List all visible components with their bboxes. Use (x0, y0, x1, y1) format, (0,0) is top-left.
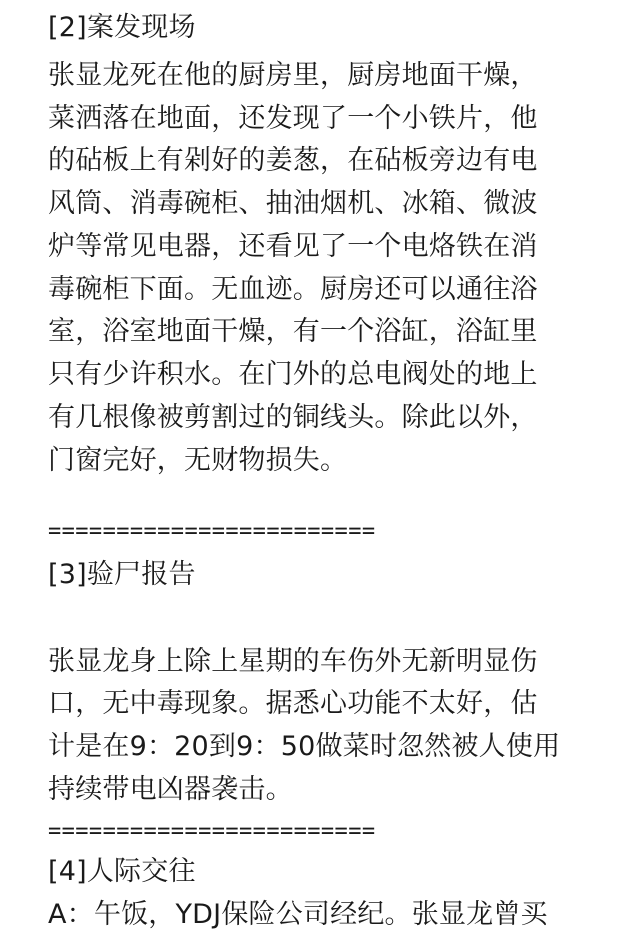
scene-text-line: 毒碗柜下面。无血迹。厨房还可以通往浴 (48, 274, 538, 305)
autopsy-text-line: 张显龙身上除上星期的车伤外无新明显伤 (48, 646, 538, 677)
autopsy-text-line: 口，无中毒现象。据悉心功能不太好，估 (48, 688, 538, 719)
scene-text-line: 张显龙死在他的厨房里，厨房地面干燥， (48, 60, 538, 91)
scene-text-line: 的砧板上有剁好的姜葱，在砧板旁边有电 (48, 145, 538, 176)
section-heading-scene: [2]案发现场 (48, 12, 196, 43)
section-divider: ======================== (48, 819, 376, 844)
section-heading-relations: [4]人际交往 (48, 856, 196, 887)
scene-text-line: 有几根像被剪割过的铜线头。除此以外， (48, 402, 538, 433)
section-divider: ======================== (48, 519, 376, 544)
scene-text-line: 只有少许积水。在门外的总电阀处的地上 (48, 359, 538, 390)
scene-text-line: 风筒、消毒碗柜、抽油烟机、冰箱、微波 (48, 188, 538, 219)
scene-text-line: 门窗完好，无财物损失。 (48, 445, 348, 476)
scene-text-line: 室，浴室地面干燥，有一个浴缸，浴缸里 (48, 316, 538, 347)
relations-text-line: A：午饭，YDJ保险公司经纪。张显龙曾买 (48, 899, 548, 930)
autopsy-text-line: 持续带电凶器袭击。 (48, 774, 293, 805)
section-heading-autopsy: [3]验尸报告 (48, 559, 196, 590)
scene-text-line: 菜洒落在地面，还发现了一个小铁片，他 (48, 103, 538, 134)
autopsy-text-line: 计是在9：20到9：50做菜时忽然被人使用 (48, 731, 561, 762)
scene-text-line: 炉等常见电器，还看见了一个电烙铁在消 (48, 231, 538, 262)
